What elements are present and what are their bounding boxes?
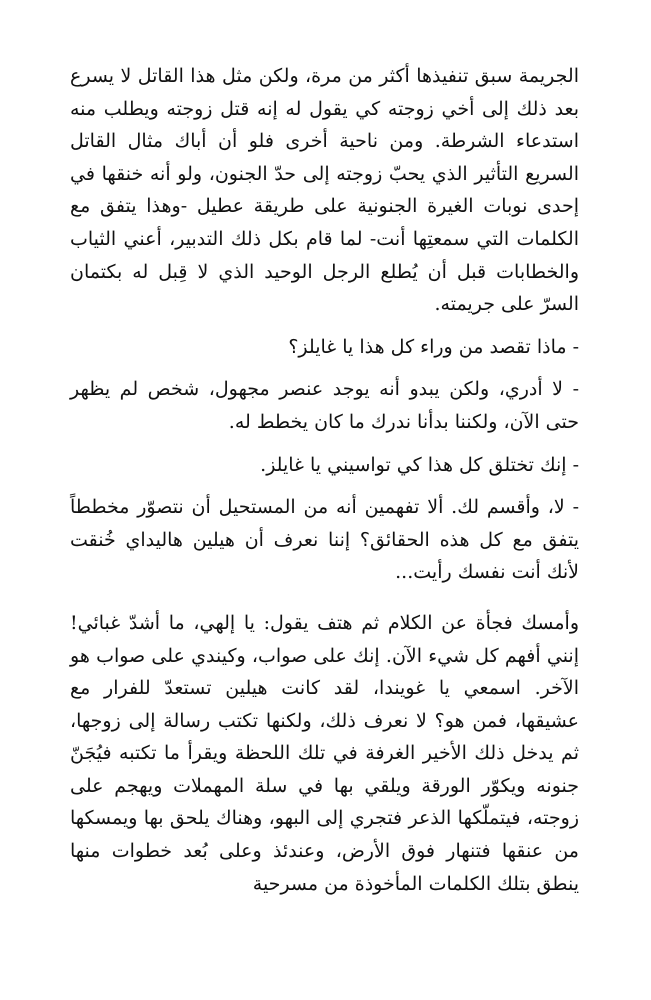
dialogue-line-1: - ماذا تقصد من وراء كل هذا يا غايلز؟	[288, 335, 579, 358]
dialogue-line-2: - لا أدري، ولكن يبدو أنه يوجد عنصر مجهول، شخص لم يظهر حتى الآن، ولكننا بدأنا ندرك ما كان يخطط له.	[70, 378, 579, 433]
dialogue-line-3: - إنك تختلق كل هذا كي تواسيني يا غايلز.	[260, 453, 579, 476]
paragraph-narration: وأمسك فجأة عن الكلام ثم هتف يقول: يا إلهي، ما أشدّ غبائي! إنني أفهم كل شيء الآن. إنك على صواب، وكيندي على صواب هو الآخر. اسمعي يا غويندا، لقد كانت هيلين تستعدّ للفرار مع عشيقها، فمن هو؟ لا نعرف ذلك، ولكنها تكتب رسالة إلى زوجها، ثم يدخل ذلك الأخير الغرفة في تلك اللحظة ويقرأ ما تكتبه فيُجَنّ جنونه ويكوّر الورقة ويلقي بها في سلة المهملات ويهجم على زوجته، فيتملّكها الذعر فتجري إلى البهو، وهناك يلحق بها ويمسكها من عنقها فتنهار فوق الأرض، وعندئذ وعلى بُعد خطوات منها ينطق بتلك الكلمات المأخوذة من مسرحية	[70, 611, 579, 895]
dialogue-line-4: - لا، وأقسم لك. ألا تفهمين أنه من المستحيل أن نتصوّر مخططاً يتفق مع كل هذه الحقائق؟ إننا نعرف أن هيلين هاليداي خُنقت لأنك أنت نفسك رأيت...	[70, 496, 579, 584]
paragraph-opening: الجريمة سبق تنفيذها أكثر من مرة، ولكن مثل هذا القاتل لا يسرع بعد ذلك إلى أخي زوجته كي يقول له إنه قتل زوجته ويطلب منه استدعاء الشرطة. ومن ناحية أخرى فلو أن أباك مثال القاتل السريع التأثير الذي يحبّ زوجته إلى حدّ الجنون، ولو أنه خنقها في إحدى نوبات الغيرة الجنونية على طريقة عطيل -وهذا يتفق مع الكلمات التي سمعتِها أنت- لما قام بكل ذلك التدبير، أعني الثياب والخطابات قبل أن يُطلع الرجل الوحيد الذي لا قِبل له بكتمان السرّ على جريمته.	[70, 65, 579, 316]
